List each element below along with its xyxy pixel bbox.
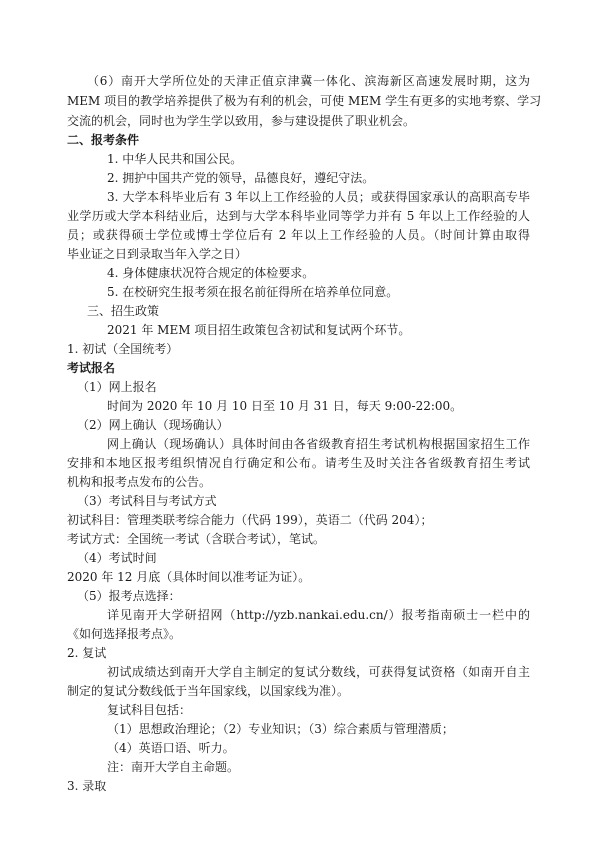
exam-2-heading: 2. 复试 xyxy=(67,646,107,660)
step-1-text: 时间为 2020 年 10 月 10 日至 10 月 31 日，每天 9:00-22:00。 xyxy=(107,399,463,413)
step-2-line-1: 网上确认（现场确认）具体时间由各省级教育招生考试机构根据国家招生工作 xyxy=(107,437,530,451)
condition-3-line-3: 员；或获得硕士学位或博士学位后有 2 年以上工作经验的人员。（时间计算由取得 xyxy=(67,228,530,242)
admission-heading: 3. 录取 xyxy=(67,779,107,793)
condition-3-line-2: 业学历或大学本科结业后，达到与大学本科毕业同等学力并有 5 年以上工作经验的人 xyxy=(67,209,530,223)
condition-2: 2. 拥护中国共产党的领导，品德良好，遵纪守法。 xyxy=(107,171,375,185)
step-3-method: 考试方式：全国统一考试（含联合考试），笔试。 xyxy=(67,532,326,546)
step-5-line-1: 详见南开大学研招网（http://yzb.nankai.edu.cn/）报考指南硕士一栏中的 xyxy=(107,608,530,622)
retest-subjects-label: 复试科目包括： xyxy=(107,703,192,717)
retest-subjects-2: （4）英语口语、听力。 xyxy=(107,741,235,755)
paragraph-6-line-1: （6）南开大学所位处的天津正值京津冀一体化、滨海新区高速发展时期，这为 xyxy=(87,74,530,88)
exam-1-heading: 1. 初试（全国统考） xyxy=(67,342,179,356)
condition-3-line-1: 3. 大学本科毕业后有 3 年以上工作经验的人员；或获得国家承认的高职高专毕 xyxy=(107,190,530,204)
paragraph-6-line-3: 交流的机会，同时也为学生学以致用，参与建设提供了职业机会。 xyxy=(67,114,416,128)
step-4-text: 2020 年 12 月底（具体时间以准考证为证）。 xyxy=(67,570,311,584)
retest-note: 注：南开大学自主命题。 xyxy=(107,760,240,774)
step-3-title: （3）考试科目与考试方式 xyxy=(77,494,217,508)
policy-intro: 2021 年 MEM 项目招生政策包含初试和复试两个环节。 xyxy=(107,323,411,337)
retest-line-1: 初试成绩达到南开大学自主制定的复试分数线，可获得复试资格（如南开自主 xyxy=(107,665,530,679)
condition-1: 1. 中华人民共和国公民。 xyxy=(107,152,243,166)
section-heading-eligibility: 二、报考条件 xyxy=(67,133,140,147)
step-4-title: （4）考试时间 xyxy=(77,551,157,565)
registration-heading: 考试报名 xyxy=(67,361,116,375)
retest-subjects-1: （1）思想政治理论；（2）专业知识；（3）综合素质与管理潜质； xyxy=(107,722,454,736)
step-5-line-2: 《如何选择报考点》。 xyxy=(67,627,182,641)
step-5-title: （5）报考点选择： xyxy=(77,589,181,603)
condition-3-line-4: 毕业证之日到录取当年入学之日） xyxy=(67,247,248,261)
condition-4: 4. 身体健康状况符合规定的体检要求。 xyxy=(107,266,315,280)
step-1-title: （1）网上报名 xyxy=(77,380,157,394)
step-3-subjects: 初试科目：管理类联考综合能力（代码 199），英语二（代码 204）； xyxy=(67,513,433,527)
step-2-line-2: 安排和本地区报考组织情况自行确定和公布。请考生及时关注各省级教育招生考试 xyxy=(67,456,530,470)
step-2-line-3: 机构和报考点发布的公告。 xyxy=(67,475,212,489)
condition-5: 5. 在校研究生报考须在报名前征得所在培养单位同意。 xyxy=(107,285,399,299)
section-heading-policy: 三、招生政策 xyxy=(87,304,160,318)
retest-line-2: 制定的复试分数线低于当年国家线，以国家线为准）。 xyxy=(67,684,350,698)
paragraph-6-line-2: MEM 项目的教学培养提供了极为有利的机会，可使 MEM 学生有更多的实地考察、学习 xyxy=(67,94,542,108)
step-2-title: （2）网上确认（现场确认） xyxy=(77,418,229,432)
